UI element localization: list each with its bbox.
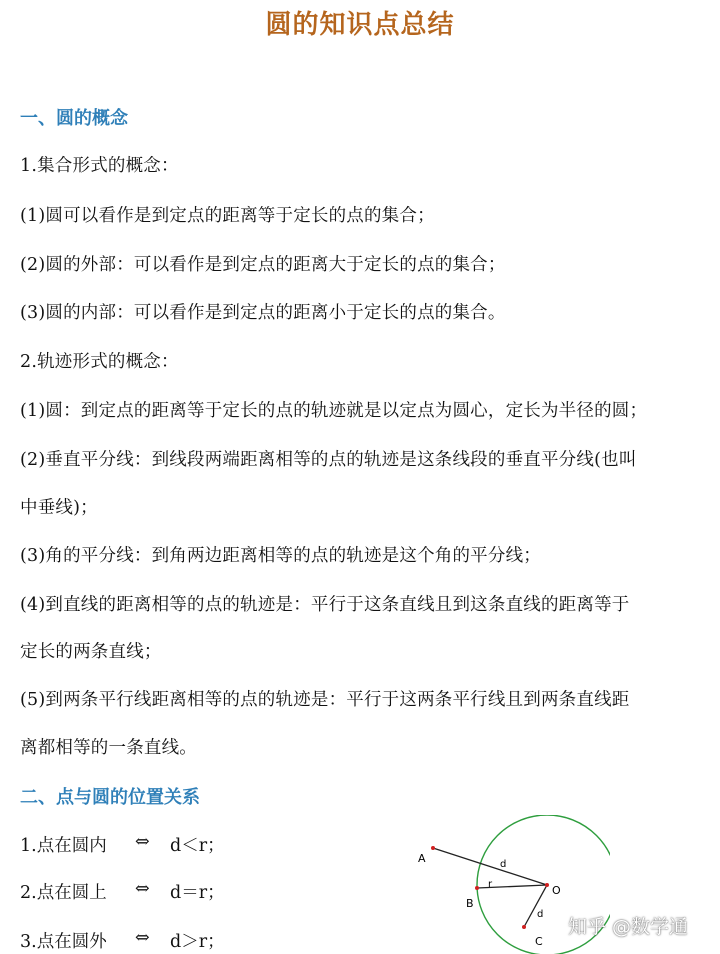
equivalence-symbol: ⇔ [135,832,150,852]
text-line: (5)到两条平行线距离相等的点的轨迹是：平行于这两条平行线且到两条直线距 [20,690,630,710]
segment-OC [524,885,547,927]
watermark: 知乎 @数学通 [568,916,689,938]
equivalence-symbol: ⇔ [135,928,150,948]
text-line: 定长的两条直线； [20,642,162,662]
text-line: (4)到直线的距离相等的点的轨迹是：平行于这条直线且到这条直线的距离等于 [20,595,630,615]
label-B: B [466,897,474,910]
label-distance-d: d [500,859,507,870]
equivalence-symbol: ⇔ [135,879,150,899]
text-line: (2)垂直平分线：到线段两端距离相等的点的轨迹是这条线段的垂直平分线(也叫 [20,450,637,470]
point-C [522,925,526,929]
relation-expression: d＞r； [170,932,225,952]
relation-expression: d＜r； [170,836,225,856]
relation-row [20,879,225,904]
point-A [431,846,435,850]
relation-label: 3.点在圆外 [20,932,107,952]
label-C: C [535,935,543,948]
label-A: A [418,852,426,865]
text-line: (3)角的平分线：到角两边距离相等的点的轨迹是这个角的平分线； [20,546,541,566]
text-line: (1)圆可以看作是到定点的距离等于定长的点的集合； [20,206,435,226]
relation-label: 2.点在圆上 [20,883,107,903]
section-heading-concept: 一、圆的概念 [20,108,128,129]
text-line: (3)圆的内部：可以看作是到定点的距离小于定长的点的集合。 [20,303,506,323]
point-B [475,886,479,890]
text-line: (2)圆的外部：可以看作是到定点的距离大于定长的点的集合； [20,255,506,275]
label-radius-r: r [488,879,493,890]
label-O: O [552,884,561,897]
text-line: (1)圆：到定点的距离等于定长的点的轨迹就是以定点为圆心，定长为半径的圆； [20,401,648,421]
relation-row [20,928,225,953]
text-line: 离都相等的一条直线。 [20,738,197,758]
section-heading-point-circle: 二、点与圆的位置关系 [20,787,200,808]
relation-label: 1.点在圆内 [20,836,107,856]
relation-expression: d＝r； [170,883,225,903]
point-O [545,883,549,887]
label-distance-d: d [537,909,544,920]
relation-row [20,832,225,857]
text-line: 中垂线)； [20,498,98,518]
page-title: 圆的知识点总结 [265,10,455,40]
text-line: 1.集合形式的概念： [20,156,179,176]
text-line: 2.轨迹形式的概念： [20,352,179,372]
